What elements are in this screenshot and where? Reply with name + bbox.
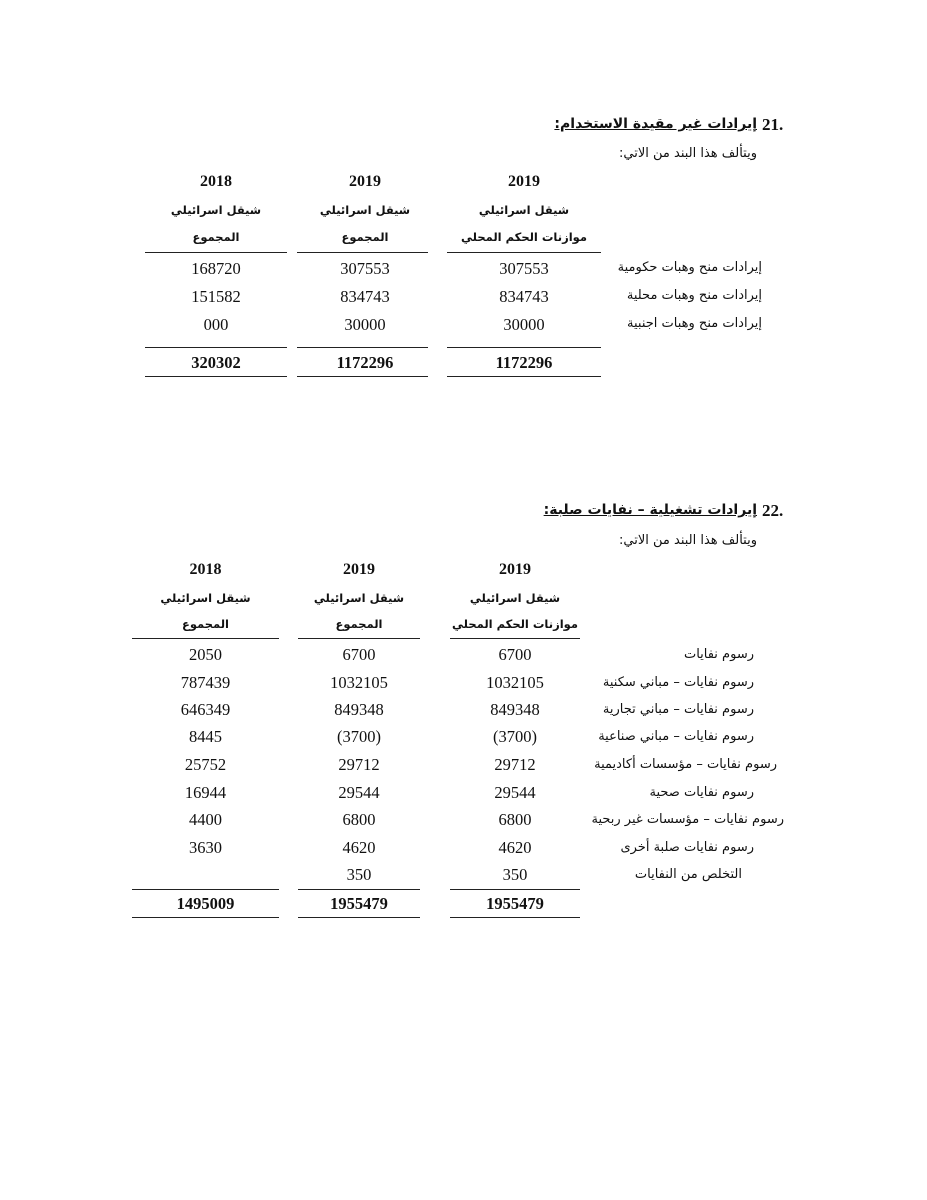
row-label: إيرادات منح وهبات محلية bbox=[626, 288, 762, 303]
cell-value: 6700 bbox=[342, 645, 376, 664]
cell-value: 646349 bbox=[180, 700, 231, 719]
section-21-number: 21. bbox=[762, 115, 784, 134]
column-year: 2018 bbox=[189, 561, 222, 578]
total-rule-top bbox=[132, 889, 279, 890]
column-subtitle: المجموع bbox=[181, 617, 230, 631]
row-label: رسوم نفايات – مؤسسات أكاديمية bbox=[594, 757, 777, 772]
total-rule-bottom bbox=[447, 376, 601, 377]
cell-value: 25752 bbox=[184, 755, 227, 774]
cell-value: 350 bbox=[346, 865, 372, 884]
header-rule bbox=[297, 252, 428, 253]
total-value: 320302 bbox=[191, 353, 241, 372]
total-value: 1172296 bbox=[336, 353, 394, 372]
cell-value: 6800 bbox=[498, 810, 532, 829]
row-label: رسوم نفايات – مباني تجارية bbox=[602, 702, 754, 717]
section-21-intro: ويتألف هذا البند من الاتي: bbox=[619, 146, 757, 161]
cell-value: 29544 bbox=[494, 783, 536, 802]
cell-value: 29712 bbox=[494, 755, 536, 774]
column-currency: شيقل اسرائيلي bbox=[319, 203, 411, 217]
section-21-title: إيرادات غير مقيدة الاستخدام: bbox=[554, 116, 757, 132]
total-value: 1955479 bbox=[486, 894, 544, 913]
total-rule-bottom bbox=[145, 376, 287, 377]
cell-value: 834743 bbox=[499, 287, 549, 306]
row-label: إيرادات منح وهبات حكومية bbox=[617, 260, 762, 275]
total-rule-bottom bbox=[298, 917, 420, 918]
cell-value: 849348 bbox=[490, 700, 540, 719]
cell-value: 29712 bbox=[338, 755, 380, 774]
section-22-number: 22. bbox=[762, 501, 784, 520]
header-rule bbox=[145, 252, 287, 253]
cell-value: 168720 bbox=[191, 259, 241, 278]
total-rule-top bbox=[447, 347, 601, 348]
row-label: رسوم نفايات – مباني صناعية bbox=[598, 729, 754, 744]
column-currency: شيقل اسرائيلي bbox=[170, 203, 262, 217]
cell-value: 2050 bbox=[189, 645, 222, 664]
column-year: 2019 bbox=[499, 561, 531, 578]
section-22-intro: ويتألف هذا البند من الاتي: bbox=[619, 533, 757, 548]
cell-value: 834743 bbox=[340, 287, 390, 306]
column-subtitle: المجموع bbox=[192, 230, 240, 244]
total-rule-bottom bbox=[450, 917, 580, 918]
column-subtitle: المجموع bbox=[335, 617, 383, 631]
row-label: رسوم نفايات صحية bbox=[649, 785, 754, 800]
cell-value: 29544 bbox=[338, 783, 380, 802]
cell-value: (3700) bbox=[337, 727, 381, 746]
total-rule-bottom bbox=[297, 376, 428, 377]
cell-value: 307553 bbox=[340, 259, 390, 278]
cell-value: 000 bbox=[203, 315, 229, 334]
cell-value: 787439 bbox=[180, 673, 231, 692]
header-rule bbox=[132, 638, 279, 639]
total-value: 1495009 bbox=[176, 894, 235, 913]
header-rule bbox=[298, 638, 420, 639]
column-year: 2019 bbox=[349, 173, 381, 190]
column-year: 2018 bbox=[200, 173, 232, 190]
section-22-title: إيرادات تشغيلية – نفايات صلبة: bbox=[543, 502, 757, 518]
header-rule bbox=[450, 638, 580, 639]
row-label: رسوم نفايات صلبة أخرى bbox=[620, 840, 754, 855]
row-label: إيرادات منح وهبات اجنبية bbox=[627, 316, 762, 331]
column-subtitle: المجموع bbox=[341, 230, 389, 244]
cell-value: 3630 bbox=[189, 838, 222, 857]
column-year: 2019 bbox=[343, 561, 375, 578]
header-rule bbox=[447, 252, 601, 253]
total-value: 1955479 bbox=[330, 894, 388, 913]
cell-value: 4620 bbox=[498, 838, 532, 857]
cell-value: (3700) bbox=[493, 727, 537, 746]
cell-value: 307553 bbox=[499, 259, 549, 278]
total-rule-top bbox=[298, 889, 420, 890]
column-currency: شيقل اسرائيلي bbox=[313, 591, 405, 605]
row-label: رسوم نفايات – مؤسسات غير ربحية bbox=[591, 812, 784, 827]
cell-value: 30000 bbox=[344, 315, 386, 334]
total-rule-top bbox=[450, 889, 580, 890]
total-rule-top bbox=[145, 347, 287, 348]
total-rule-bottom bbox=[132, 917, 279, 918]
cell-value: 6800 bbox=[342, 810, 376, 829]
column-currency: شيقل اسرائيلي bbox=[160, 591, 251, 605]
column-subtitle: موازنات الحكم المحلي bbox=[461, 230, 587, 244]
cell-value: 350 bbox=[502, 865, 528, 884]
cell-value: 30000 bbox=[503, 315, 545, 334]
row-label: التخلص من النفايات bbox=[634, 867, 742, 882]
cell-value: 8445 bbox=[189, 727, 222, 746]
cell-value: 16944 bbox=[184, 783, 227, 802]
cell-value: 1032105 bbox=[486, 673, 544, 692]
cell-value: 6700 bbox=[498, 645, 532, 664]
column-subtitle: موازنات الحكم المحلي bbox=[452, 617, 578, 631]
column-currency: شيقل اسرائيلي bbox=[478, 203, 570, 217]
row-label: رسوم نفايات – مباني سكنية bbox=[602, 675, 754, 690]
cell-value: 4400 bbox=[189, 810, 222, 829]
total-value: 1172296 bbox=[495, 353, 553, 372]
cell-value: 4620 bbox=[342, 838, 376, 857]
cell-value: 849348 bbox=[334, 700, 384, 719]
row-label: رسوم نفايات bbox=[683, 647, 754, 662]
cell-value: 151582 bbox=[191, 287, 241, 306]
column-year: 2019 bbox=[508, 173, 540, 190]
column-currency: شيقل اسرائيلي bbox=[469, 591, 561, 605]
cell-value: 1032105 bbox=[330, 673, 388, 692]
total-rule-top bbox=[297, 347, 428, 348]
